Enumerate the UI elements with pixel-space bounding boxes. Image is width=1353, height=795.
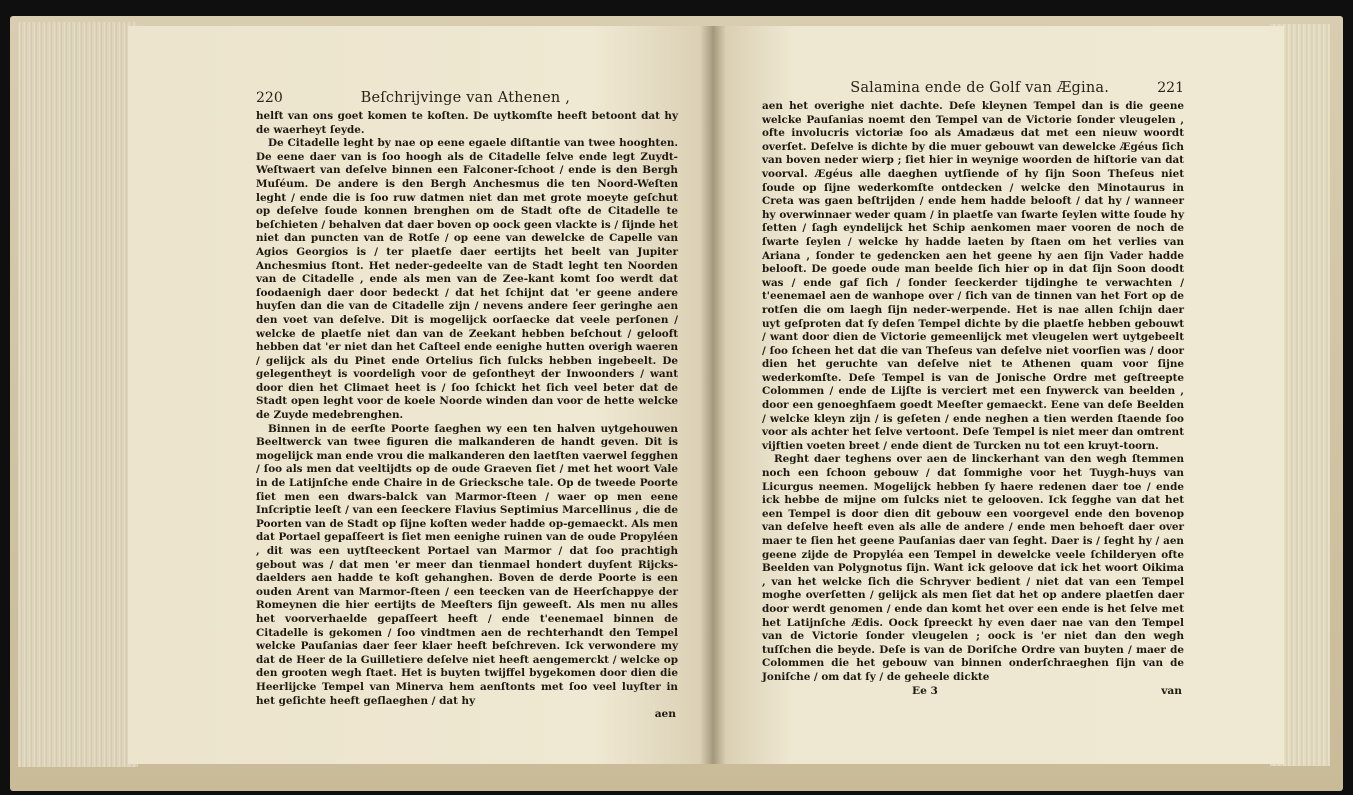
page-edges-left [18,22,138,767]
paragraph: De Citadelle leght by nae op eene egaele diſtantie van twee hooghten. De eene daer van is ſoo hoogh als de Citadelle ſelve ende legt Zuydt-Weſtwaert van deſelve binnen een Falconer-ſchoot / ende is den Bergh Muſéum. De andere is den Bergh Anchesmus die ten Noord-Weſten leght / ende die is ſoo ruw datmen niet dan met grote moeyte geſchut op deſelve ſoude konnen brenghen om de Stadt ofte de Citadelle te beſchieten / behalven dat daer boven op oock geen vlackte is / ſijnde het niet dan puncten van de Rotſe / op eene van dewelcke de Capelle van Agios Georgios is / ter plaetſe daer eertijts het beelt van Jupiter Anchesmius ſtont. Het neder-gedeelte van de Stadt leght ten Noorden van de Citadelle , ende als men van de Zee-kant komt ſoo werdt dat ſoodaenigh daer door bedeckt / dat het ſchijnt dat 'er geene andere huyſen dan die van de Citadelle zijn / nevens andere ſeer geringhe aen den voet van deſelve. Dit is mogelijck oorſaecke dat veele perſonen / welcke de plaetſe niet dan van de Zeekant hebben beſchout / gelooft hebben dat 'er niet dan het Caſteel ende eenighe hutten overigh waeren / gelijck als du Pinet ende Ortelius ſich ſulcks hebben ingebeelt. De gelegentheyt is voordeligh voor de geſontheyt der Inwoonders / want door dien het Climaet heet is / ſoo ſchickt het ſich veel beter dat de Stadt open leght voor de koele Noorde winden dan voor de hette welcke de Zuyde medebrenghen. [256,137,678,422]
paragraph: helft van ons goet komen te koſten. De uytkomſte heeft betoont dat hy de waerheyt ſeyde. [256,110,678,136]
left-page-header [256,90,678,106]
book-gutter [700,26,726,764]
page-number: 221 [1157,80,1184,96]
catchword-row [256,708,678,722]
paragraph: Binnen in de eerſte Poorte ſaeghen wy een ten halven uytgehouwen Beeltwerck van twee figuren die malkanderen de handt geven. Dit is mogelijck man ende vrou die malkanderen den laetſten vaerwel ſegghen / ſoo als men dat veeltijdts op de oude Graeven ſiet / met het woort Vale in de Latijnſche ende Chaire in de Griecksche tale. Op de tweede Poorte ſiet men een dwars-balck van Marmor-ſteen / waer op men eene Inſcriptie leeſt / van een ſeeckere Flavius Septimius Marcellinus , die de Poorten van de Stadt op ſijne koſten weder hadde op-gemaeckt. Als men dat Portael gepaſſeert is ſiet men eenighe ruinen van de oude Propyléen , dit was een uytſteeckent Portael van Marmor / dat ſoo prachtigh gebout was / dat men 'er meer dan tienmael hondert duyſent Rijcks-daelders aen hadde te koſt gehanghen. Boven de derde Poorte is een ouden Arent van Marmor-ſteen / een teecken van de Heerſchappye der Romeynen die hier eertijts de Meeſters ſijn geweeſt. Als men nu alles het voorverhaelde gepaſſeert heeft / ende t'eenemael binnen de Citadelle is gekomen / ſoo vindtmen aen de rechterhandt den Tempel welcke Pauſanias daer ſeer klaer heeft beſchreven. Ick verwondere my dat de Heer de la Guilletiere deſelve niet heeft aengemerckt / welcke op den grooten wegh ſtaet. Het is buyten twijffel bygekomen door dien die Heerlijcke Tempel van Minerva hem aenſtonts met ſoo veel luyſter in het geſichte heeft geſlaeghen / dat hy [256,422,679,707]
running-title: Beſchrijvinge van Athenen , [360,90,571,106]
left-page-text [256,110,678,708]
left-page [128,26,712,764]
paragraph: Reght daer teghens over aen de linckerhant van den wegh ſtemmen noch een ſchoon gebouw / dat ſommighe voor het Tuygh-huys van Licurgus neemen. Mogelijck hebben ſy haere redenen daer toe / ende ick hebbe de mijne om ſulcks niet te gelooven. Ick ſegghe van dat het een Tempel is door dien dit gebouw een voorgevel ende den bovenop van deſelve heeft even als alle de andere / ende men behoeft daer over maer te ſien het geene Pauſanias daer van ſeght. Daer is / ſeght hy / aen geene zijde de Propyléa een Tempel in dewelcke veele ſchilderyen ofte Beelden van Polygnotus ſijn. Want ick geloove dat ick het woort Oikima , van het welcke ſich die Schryver bedient / niet dat van een Tempel moghe overſetten / gelijck als men ſiet dat het op andere plaetſen daer door werdt genomen / ende dan komt het over een ende is het ſelve met het Latijnſche Ædis. Oock ſpreeckt hy even daer nae van den Tempel van de Victorie ſonder vleugelen ; oock is 'er niet dan den wegh tuſſchen die beyde. Deſe is van de Doriſche Ordre van buyten / maer de Colommen die het gebouw van binnen onderſchraeghen ſijn van de Joniſche / om dat ſy / de geheele dickte [762,453,1184,683]
paragraph: aen het overighe niet dachte. Deſe kleynen Tempel dan is die geene welcke Pauſanias noemt den Tempel van de Victorie ſonder vleugelen , ofte involucris victoriæ ſoo als Amadæus dat met een nieuw woordt overſet. Deſelve is dichte by die muer gebouwt van dewelcke Ægéus ſich van boven neder wierp ; ſiet hier in weynige woorden de hiſtorie van dat voorval. Ægéus alle daeghen uytſiende of hy ſijn Soon Theſeus niet ſoude op ſijne wederkomſte ontdecken / welcke den Minotaurus in Creta was gaen beſtrijden / ende hem hadde belooft / dat hy / wanneer hy overwinnaer weder quam / in plaetſe van ſwarte ſeylen witte ſoude hy ſetten / ſagh eyndelijck het Schip aenkomen maer vooren de noch de ſwarte ſeylen / welcke hy hadde laeten by ſtaen om het verlies van Ariana , ſonder te gedencken aen het geene hy aen ſijn Vader hadde belooft. De goede oude man beelde ſich hier op in dat ſijn Soon doodt was / ende gaf ſich / ſonder ſeeckerder tijdinghe te verwachten / t'eenemael aen de wanhope over / ſich van de tinnen van het Fort op de rotſen die om laegh ſijn neder-werpende. Het is nae allen ſchijn daer uyt geſproten dat ſy deſen Tempel dichte by die plaetſe hebben gebouwt / want door dien de Victorie gemeenlijck met vleugelen wert uytgebeelt / ſoo ſcheen het dat die van Theſeus van deſelve niet voorſien was / door dien het geruchte van deſelve niet te Athenen quam voor ſijne wederkomſte. Deſe Tempel is van de Jonische Ordre met geſtreepte Colommen / ende de Lijſte is verciert met een ſnywerck van beelden , door een genoeghſaem goedt Meeſter gemaeckt. Eene van deſe Beelden / welcke kleyn zijn / is geſeten / ende neghen a tien werden ſtaende ſoo voor als achter het ſelve vertoont. Deſe Tempel is niet meer dan omtrent vijftien voeten breet / ende dient de Turcken nu tot een kruyt-toorn. [762,100,1184,452]
running-title: Salamina ende de Golf van Ægina. [850,80,1110,96]
catchword: van [1161,684,1182,697]
right-page-header [762,80,1184,96]
page-number: 220 [256,90,283,106]
signature-mark: Ee 3 [912,684,938,697]
catchword: aen [654,708,676,721]
right-page-text [762,100,1184,685]
right-page [712,26,1284,764]
signature-row [762,685,1184,699]
